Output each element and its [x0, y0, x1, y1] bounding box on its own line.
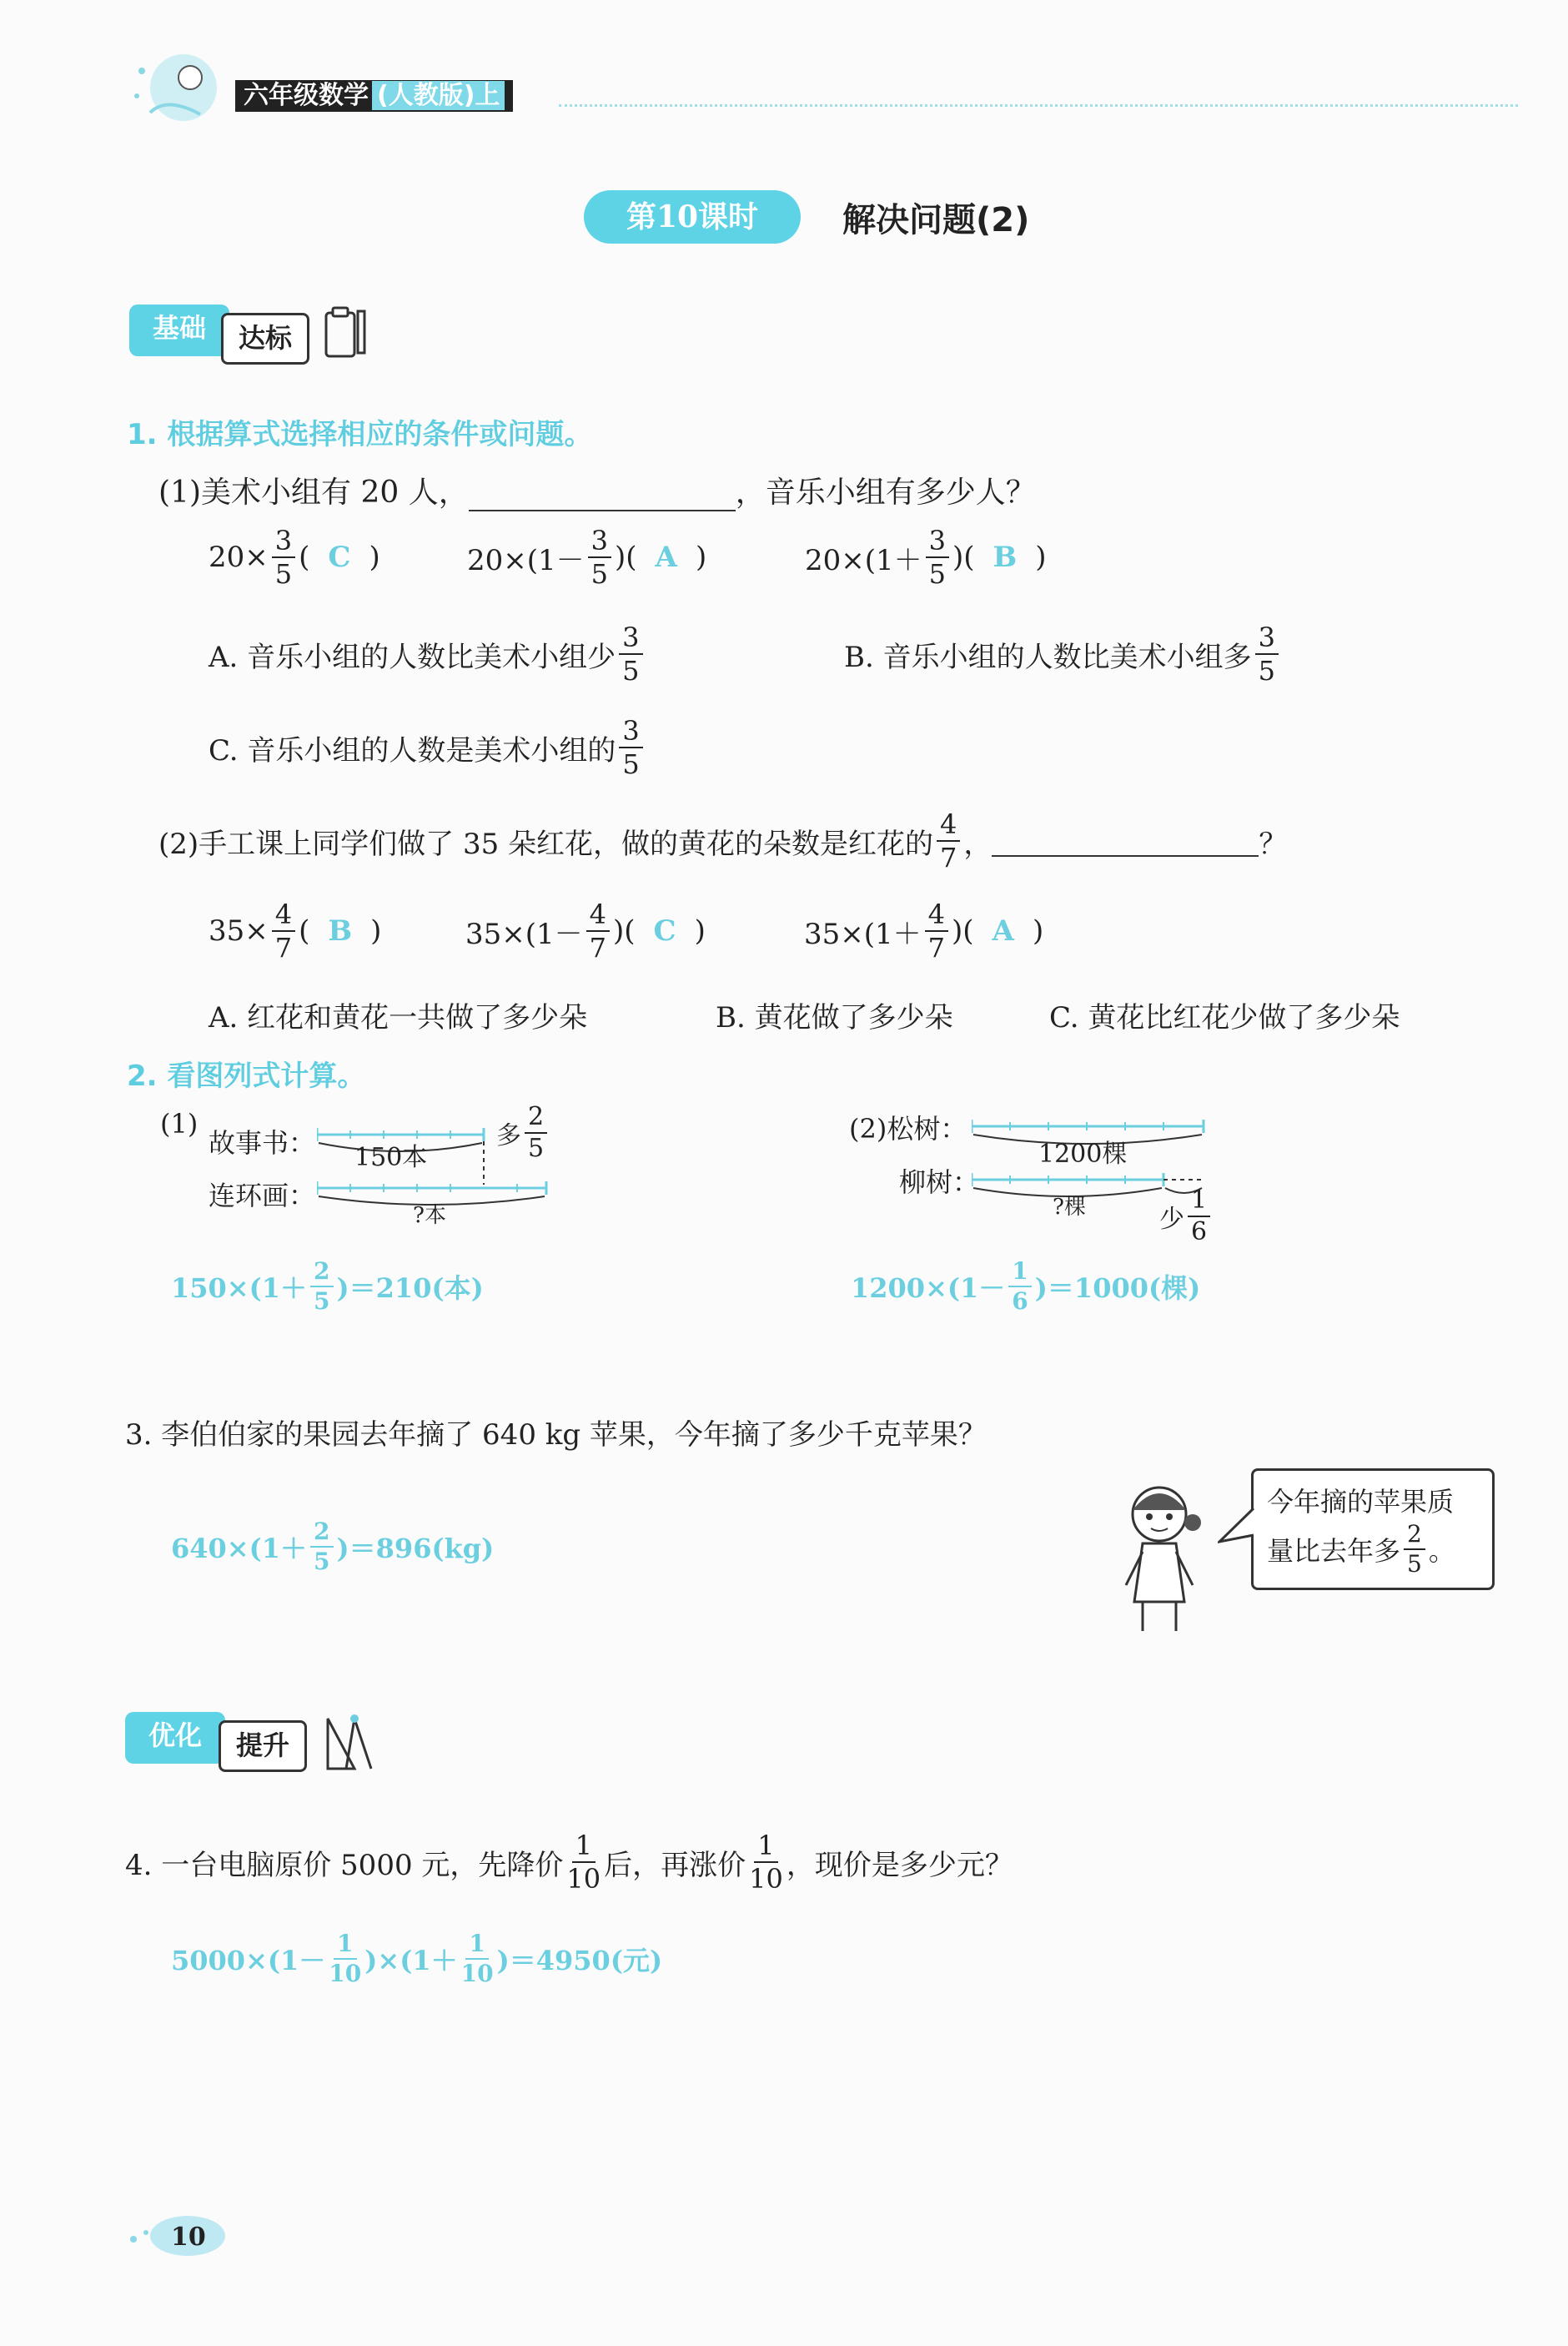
q1-p1-optB: B. 音乐小组的人数比美术小组多 $\frac{3}{5}$: [844, 624, 1282, 684]
q1-p2-optB: B. 黄花做了多少朵: [716, 1001, 953, 1035]
q3-text: 3. 李伯伯家的果园去年摘了 640 kg 苹果，今年摘了多少千克苹果？: [125, 1418, 987, 1452]
q1-p1-expr3: 20×(1＋ $\frac{3}{5}$ )( B ): [805, 525, 1047, 590]
q1-p1-answer2[interactable]: A: [655, 541, 677, 574]
q1-p2-answer2[interactable]: C: [653, 914, 676, 948]
q2-d1-more: 多 $\frac{2}{5}$: [496, 1105, 550, 1161]
q2-d1-segment: 150本: [354, 1143, 428, 1172]
q2-d1-num: (1): [160, 1108, 199, 1140]
ruler-compass-icon: [321, 1710, 379, 1780]
q3-answer[interactable]: 640×(1＋ $\frac{2}{5}$ )＝896(kg): [171, 1518, 495, 1575]
section-badge-basic: 基础: [129, 305, 229, 356]
q4-text: 4. 一台电脑原价 5000 元，先降价 $\frac{1}{10}$ 后，再涨价 $\frac{1}{10}$ ，现价是多少元？: [125, 1830, 1013, 1895]
q1-p1-optA: A. 音乐小组的人数比美术小组少 $\frac{3}{5}$: [209, 624, 646, 684]
q1-p1-expr2: 20×(1－ $\frac{3}{5}$ )( A ): [467, 525, 707, 590]
q1-p1-blank[interactable]: [469, 480, 736, 511]
q1-p2-stem: (2)手工课上同学们做了 35 朵红花，做的黄花的朵数是红花的 $\frac{4}{7}$ ， ？: [158, 808, 1288, 873]
page-number: 10: [171, 2223, 206, 2252]
grade-label: 六年级数学 (人教版)上: [235, 80, 513, 112]
q2-d2-segment: 1200棵: [1038, 1140, 1128, 1169]
q2-d2-question: ?棵: [1053, 1195, 1086, 1220]
q1-p1-answer3[interactable]: B: [993, 541, 1018, 574]
q1-p2-blank[interactable]: [992, 825, 1259, 857]
section-badge-basic-b: 达标: [221, 313, 309, 365]
q2-d2-row2-label: 柳树：: [899, 1166, 980, 1198]
q4-answer[interactable]: 5000×(1－ $\frac{1}{10}$ )×(1＋ $\frac{1}{10}$ )＝4950(元): [171, 1930, 663, 1987]
q1-p2-expr2: 35×(1－ $\frac{4}{7}$ )( C ): [465, 899, 706, 964]
q2-d1-row1-label: 故事书：: [209, 1127, 316, 1159]
q1-p2-expr3: 35×(1＋ $\frac{4}{7}$ )( A ): [804, 899, 1044, 964]
section-badge-advanced-b: 提升: [219, 1720, 307, 1772]
q1-p1-optC: C. 音乐小组的人数是美术小组的 $\frac{3}{5}$: [209, 717, 646, 778]
q1-p2-optC: C. 黄花比红花少做了多少朵: [1049, 1001, 1400, 1035]
header-divider: [559, 104, 1518, 107]
speech-bubble: 今年摘的苹果质 量比去年多 $\frac{2}{5}$ 。: [1251, 1468, 1495, 1590]
clipboard-icon: [321, 305, 371, 366]
q2-d2-less: 少 $\frac{1}{6}$: [1159, 1188, 1214, 1245]
q1-p1-answer1[interactable]: C: [328, 541, 351, 574]
q1-p2-answer3[interactable]: A: [992, 914, 1014, 948]
q1-p2-optA: A. 红花和黄花一共做了多少朵: [209, 1001, 588, 1035]
q2-d2-row1-label: (2)松树：: [849, 1113, 967, 1145]
q2-d1-row2-label: 连环画：: [209, 1180, 316, 1211]
q1-p1-stem: (1)美术小组有 20 人， ，音乐小组有多少人？: [158, 476, 1036, 510]
q1-p2-answer1[interactable]: B: [328, 914, 353, 948]
q2-title: 2. 看图列式计算。: [127, 1060, 366, 1093]
girl-illustration: [1109, 1477, 1218, 1644]
q1-p1-expr1: 20× $\frac{3}{5}$ ( C ): [209, 525, 380, 590]
header-logo-icon: [125, 46, 225, 129]
q2-d2-answer[interactable]: 1200×(1－ $\frac{1}{6}$ )＝1000(棵): [851, 1257, 1201, 1315]
lesson-tag: 第10课时: [584, 190, 801, 244]
lesson-title: 解决问题(2): [842, 201, 1030, 239]
speech-bubble-tail: [1218, 1502, 1255, 1552]
q2-d1-answer[interactable]: 150×(1＋ $\frac{2}{5}$ )＝210(本): [171, 1257, 484, 1315]
edition-label: (人教版)上: [372, 81, 505, 110]
section-badge-advanced: 优化: [125, 1712, 225, 1764]
q2-d1-question: ?本: [413, 1203, 446, 1228]
q1-title: 1. 根据算式选择相应的条件或问题。: [127, 418, 593, 451]
q1-p2-expr1: 35× $\frac{4}{7}$ ( B ): [209, 899, 382, 964]
